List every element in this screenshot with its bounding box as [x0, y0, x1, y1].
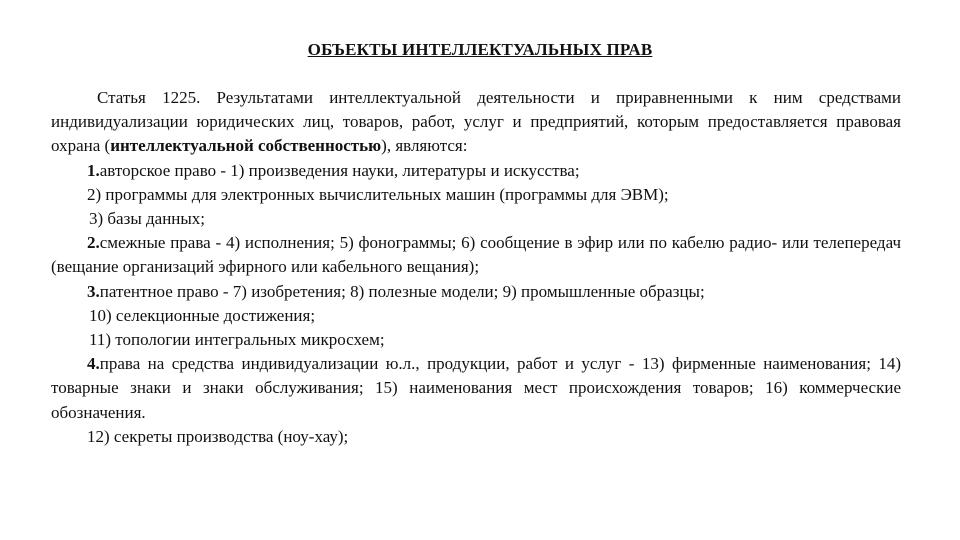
section-1-number: 1. — [87, 160, 100, 180]
section-3-number: 3. — [87, 281, 100, 301]
section-4-label: права на средства индивидуализации ю.л., продукции, работ и услуг - — [99, 354, 642, 374]
intro-text-after: ), являются: — [381, 136, 468, 156]
section-2-label: смежные права - — [99, 233, 226, 253]
section-1 — [51, 159, 901, 183]
section-1-item: 2) программы для электронных вычислительных машин (программы для ЭВМ); — [87, 184, 669, 204]
section-4-text: 13) фирменные наименования; 14) товарные знаки и знаки обслуживания; 15) наименования мест происхождения товаров; 16) коммерческие обозначения. — [51, 354, 901, 422]
section-2 — [51, 231, 901, 279]
section-3 — [51, 280, 901, 304]
section-1-item: 3) базы данных; — [89, 209, 206, 229]
section-1-text: 1) произведения науки, литературы и искусства; — [230, 160, 580, 180]
page-title: ОБЪЕКТЫ ИНТЕЛЛЕКТУАЛЬНЫХ ПРАВ — [307, 40, 653, 59]
section-3-text: 7) изобретения; 8) полезные модели; 9) промышленные образцы; — [232, 281, 705, 301]
section-3-item: 11) топологии интегральных микросхем; — [89, 330, 385, 350]
section-2-text: 4) исполнения; 5) фонограммы; 6) сообщение в эфир или по кабелю радио- или телепередач (вещание организаций эфирного или кабельного вещания); — [51, 233, 901, 277]
section-4-item: 12) секреты производства (ноу-хау); — [87, 426, 349, 446]
intro-bold-term: интеллектуальной собственностью — [110, 136, 382, 156]
document-body — [51, 86, 901, 449]
section-2-number: 2. — [87, 233, 100, 253]
section-1-label: авторское право - — [99, 160, 231, 180]
section-3-label: патентное право - — [99, 281, 233, 301]
section-4-number: 4. — [87, 354, 100, 374]
section-3-item: 10) селекционные достижения; — [89, 305, 316, 325]
intro-text-before: Статья 1225. Результатами интеллектуальной деятельности и приравненными к ним средствами индивидуализации юридических лиц, товаров, работ, услуг и предприятий, которым предоставляется правовая охрана ( — [51, 88, 901, 156]
section-4 — [51, 352, 901, 425]
intro-paragraph — [51, 86, 901, 159]
